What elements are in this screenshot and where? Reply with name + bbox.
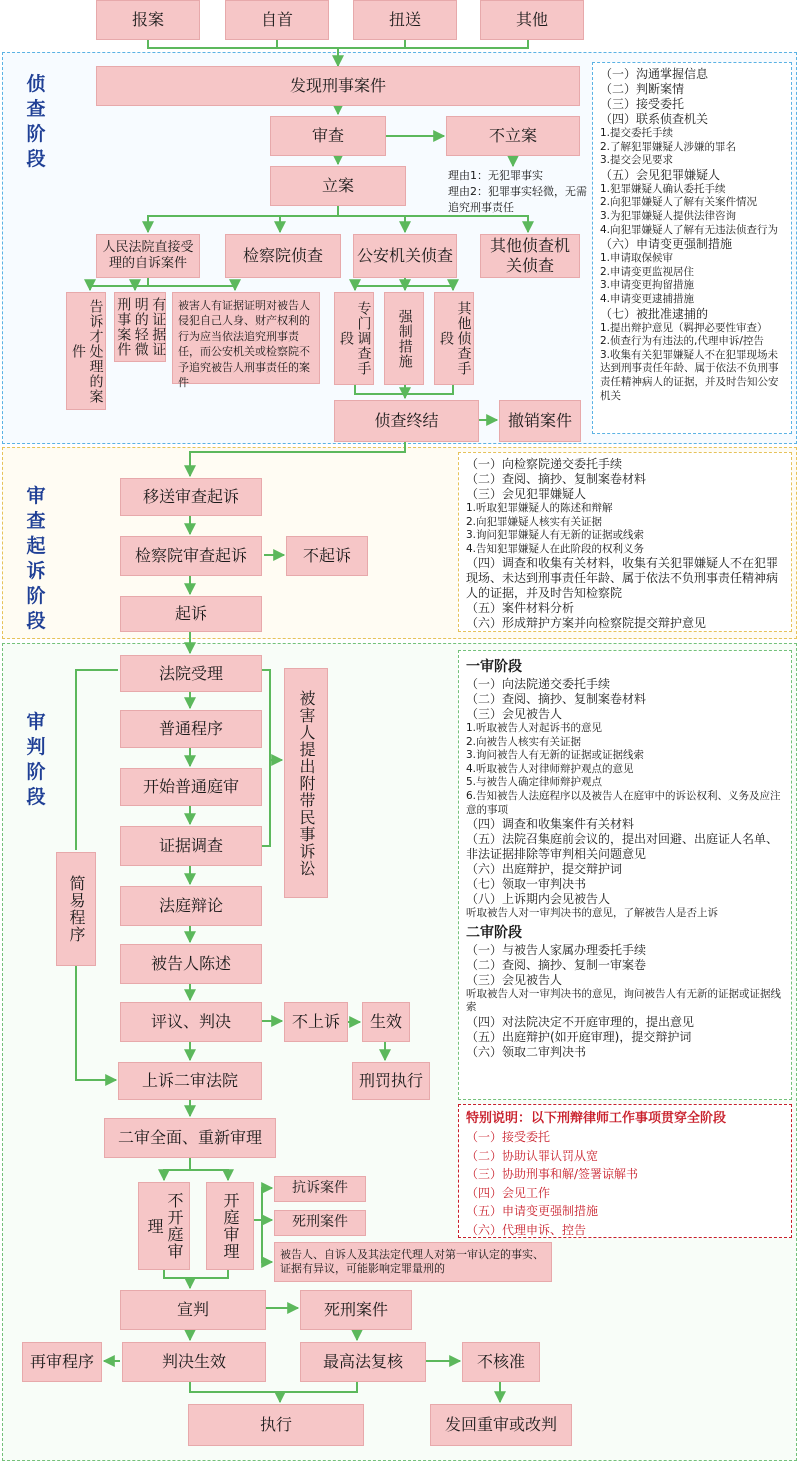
panel2-line: 3.询问犯罪嫌疑人有无新的证据或线索	[466, 529, 645, 542]
panel3-line: 二审阶段	[466, 924, 522, 941]
panel3-line: 一审阶段	[466, 659, 522, 675]
panel1-line: （七）被批准逮捕的	[600, 306, 709, 321]
panel1-line: 1.提出辩护意见（羁押必要性审查）	[600, 321, 768, 334]
panel3-line: （四）调查和收集案件有关材料	[466, 817, 635, 832]
panel2-line: （一）向检察院递交委托手续	[466, 457, 623, 471]
panel1-line: （三）接受委托	[600, 97, 685, 111]
special-notes-panel	[458, 1104, 792, 1238]
defendant-statement-box: 被告人陈述	[120, 944, 262, 984]
end-investigation-box: 侦查终结	[334, 400, 479, 442]
panel3-line: 6.告知被告人法庭程序以及被告人在庭审中的诉讼权利、义务及应注意的事项	[466, 789, 781, 816]
special-note-3: （三）协助刑事和解/签署谅解书	[466, 1167, 639, 1181]
panel2-line: （三）会见犯罪嫌疑人	[466, 487, 587, 501]
panel1-line: 1.提交委托手续	[600, 127, 674, 139]
no-file-box: 不立案	[446, 116, 580, 156]
panel1-line: 2.向犯罪嫌疑人了解有关案件情况	[600, 196, 758, 209]
appeal-second-court-box: 上诉二审法院	[118, 1062, 262, 1100]
panel3-line: 4.听取被告人对律师辩护观点的意见	[466, 762, 634, 775]
panel3-line: （一）与被告人家属办理委托手续	[466, 942, 647, 957]
panel3-line: （二）查阅、摘抄、复制一审案卷	[466, 957, 647, 972]
court-self-box: 人民法院直接受理的自诉案件	[96, 234, 200, 278]
retrial-box: 再审程序	[22, 1342, 102, 1382]
civil-suit-box: 被害人提出附带民事诉讼	[284, 668, 328, 898]
start-trial-box: 开始普通庭审	[120, 768, 262, 806]
verdict-box: 评议、判决	[120, 1002, 262, 1042]
panel1-line: （一）沟通掌握信息	[600, 67, 709, 81]
review-box: 审查	[270, 116, 386, 156]
panel3-line: （五）法院召集庭前会议的，提出对回避、出庭证人名单、非法证据排除等审判相关问题意见	[466, 832, 779, 862]
panel1-line: （四）联系侦查机关	[600, 112, 709, 126]
panel1-line: 4.向犯罪嫌疑人了解有无违法侦查行为	[600, 223, 779, 236]
prosecution-lawyer-tasks	[458, 452, 792, 632]
panel1-line: 1.犯罪嫌疑人确认委托手续	[600, 182, 726, 195]
panel1-line: 3.提交会见要求	[600, 154, 674, 167]
panel2-line: （六）形成辩护方案并向检察院提交辩护意见	[466, 616, 707, 631]
panel3-line: （六）领取二审判决书	[466, 1044, 587, 1059]
court-accept-box: 法院受理	[120, 655, 262, 692]
transfer-review-box: 移送审查起诉	[120, 478, 262, 516]
special-investigation-box: 专门调查手段	[334, 292, 374, 385]
special-notes-title: 特别说明：以下刑辩律师工作事项贯穿全阶段	[466, 1111, 727, 1126]
reason-1: 理由1：无犯罪事实	[448, 169, 543, 182]
supreme-review-box: 最高法复核	[300, 1342, 426, 1382]
panel1-line: 2.侦查行为有违法的,代理申诉/控告	[600, 335, 764, 348]
panel3-line: （八）上诉期内会见被告人	[466, 892, 611, 907]
hearing-box: 开庭审理	[206, 1182, 254, 1270]
special-note-1: （一）接受委托	[466, 1130, 551, 1144]
special-note-4: （四）会见工作	[466, 1185, 551, 1200]
investigation-lawyer-tasks	[592, 62, 792, 434]
panel3-line: （四）对法院决定不开庭审理的，提出意见	[466, 1014, 695, 1029]
objection-box: 被告人、自诉人及其法定代理人对第一审认定的事实、证据有异议，可能影响定罪量刑的	[274, 1242, 552, 1282]
procuratorate-review-box: 检察院审查起诉	[120, 536, 262, 576]
panel2-line: （二）查阅、摘抄、复制案卷材料	[466, 472, 647, 486]
panel3-line: 5.与被告人确定律师辩护观点	[466, 776, 603, 789]
panel1-line: 1.申请取保候审	[600, 252, 674, 265]
panel3-line: 2.向被告人核实有关证据	[466, 735, 582, 748]
panel1-line: （二）判断案情	[600, 82, 685, 96]
execute-penalty-box: 刑罚执行	[352, 1062, 430, 1100]
panel3-line: 3.询问被告人有无新的证据或证据线索	[466, 749, 645, 762]
panel1-line: 2.了解犯罪嫌疑人涉嫌的罪名	[600, 140, 737, 153]
court-debate-box: 法庭辩论	[120, 886, 262, 926]
withdraw-case-box: 撤销案件	[499, 400, 581, 442]
second-full-review-box: 二审全面、重新审理	[104, 1118, 276, 1158]
complaint-only-box: 告诉才处理的案件	[66, 292, 106, 410]
no-prosecute-box: 不起诉	[286, 536, 368, 576]
panel3-line: （三）会见被告人	[466, 707, 563, 721]
victim-evidence-box: 被害人有证据证明对被告人侵犯自己人身、财产权利的行为应当依法追究刑事责任，而公安机关或检察院不予追究被告人刑事责任的案件	[172, 292, 320, 384]
panel1-line: （五）会见犯罪嫌疑人	[600, 167, 721, 182]
panel2-line: （五）案件材料分析	[466, 601, 575, 616]
file-case-box: 立案	[270, 166, 406, 206]
other-investigation-box: 其他侦查手段	[434, 292, 474, 385]
remand-box: 发回重审或改判	[430, 1404, 572, 1446]
procuratorate-box: 检察院侦查	[225, 234, 341, 278]
discover-case-box: 发现刑事案件	[96, 66, 580, 106]
special-note-6: （六）代理申诉、控告	[466, 1222, 587, 1237]
panel3-line: 听取被告人对一审判决书的意见，了解被告人是否上诉	[466, 907, 718, 920]
protest-case-box: 抗诉案件	[274, 1176, 366, 1202]
effective-box: 生效	[362, 1002, 410, 1042]
panel3-line: 1.听取被告人对起诉书的意见	[466, 722, 603, 734]
panel3-line: （六）出庭辩护，提交辩护词	[466, 862, 623, 877]
minor-evidence-box: 有证据证明的轻微刑事案件	[114, 292, 166, 362]
panel2-line: 4.告知犯罪嫌疑人在此阶段的权利义务	[466, 542, 645, 555]
panel1-line: 4.申请变更逮捕措施	[600, 292, 695, 305]
coercive-measures-box: 强制措施	[384, 292, 424, 385]
panel2-line: 1.听取犯罪嫌疑人的陈述和辩解	[466, 502, 613, 514]
judgment-effective-box: 判决生效	[122, 1342, 266, 1382]
prosecute-box: 起诉	[120, 596, 262, 632]
police-box: 公安机关侦查	[353, 234, 457, 278]
stage-label-investigation: 侦查阶段	[26, 73, 46, 170]
evidence-investigation-box: 证据调查	[120, 826, 262, 866]
panel3-line: （二）查阅、摘抄、复制案卷材料	[466, 692, 647, 706]
panel3-line: （三）会见被告人	[466, 972, 563, 987]
simple-procedure-box: 简易程序	[56, 852, 96, 966]
no-appeal-box: 不上诉	[284, 1002, 348, 1042]
other-agency-box: 其他侦查机关侦查	[480, 234, 580, 278]
source-other: 其他	[480, 0, 584, 40]
panel1-line: （六）申请变更强制措施	[600, 237, 733, 252]
stage-label-prosecution: 审查起诉阶段	[26, 485, 46, 632]
source-escort: 扭送	[353, 0, 457, 40]
panel3-line: （七）领取一审判决书	[466, 877, 587, 892]
panel2-line: （四）调查和收集有关材料，收集有关犯罪嫌疑人不在犯罪现场、未达到刑事责任年龄、属于依法不负刑事责任精神病人的证据，并及时告知检察院	[466, 556, 779, 601]
reason-2: 理由2：犯罪事实轻微，无需追究刑事责任	[448, 184, 587, 214]
ordinary-procedure-box: 普通程序	[120, 710, 262, 748]
source-report: 报案	[96, 0, 200, 40]
execute-box: 执行	[188, 1404, 364, 1446]
special-note-2: （二）协助认罪认罚从宽	[466, 1148, 599, 1163]
no-hearing-box: 不开庭审理	[138, 1182, 190, 1270]
death-case-box: 死刑案件	[274, 1210, 366, 1236]
no-file-reasons	[448, 168, 588, 216]
panel1-line: 2.申请变更监视居住	[600, 265, 695, 278]
panel1-line: 3.为犯罪嫌疑人提供法律咨询	[600, 209, 737, 222]
stage-label-trial: 审判阶段	[26, 711, 46, 808]
panel1-line: 3.申请变更拘留措施	[600, 279, 695, 292]
death-case-2-box: 死刑案件	[300, 1290, 412, 1330]
source-surrender: 自首	[225, 0, 329, 40]
pronounce-box: 宣判	[120, 1290, 266, 1330]
trial-lawyer-tasks	[458, 650, 792, 1100]
panel3-line: （一）向法院递交委托手续	[466, 677, 611, 691]
panel2-line: 2.向犯罪嫌疑人核实有关证据	[466, 515, 603, 528]
special-note-5: （五）申请变更强制措施	[466, 1204, 599, 1218]
panel3-line: 听取被告人对一审判决书的意见，询问被告人有无新的证据或证据线索	[466, 987, 781, 1014]
panel1-line: 3.收集有关犯罪嫌疑人不在犯罪现场未达到刑事责任年龄、属于依法不负刑事责任精神病人的证据，并及时告知公安机关	[600, 348, 779, 402]
not-approved-box: 不核准	[462, 1342, 540, 1382]
panel3-line: （五）出庭辩护(如开庭审理)，提交辩护词	[466, 1029, 692, 1044]
